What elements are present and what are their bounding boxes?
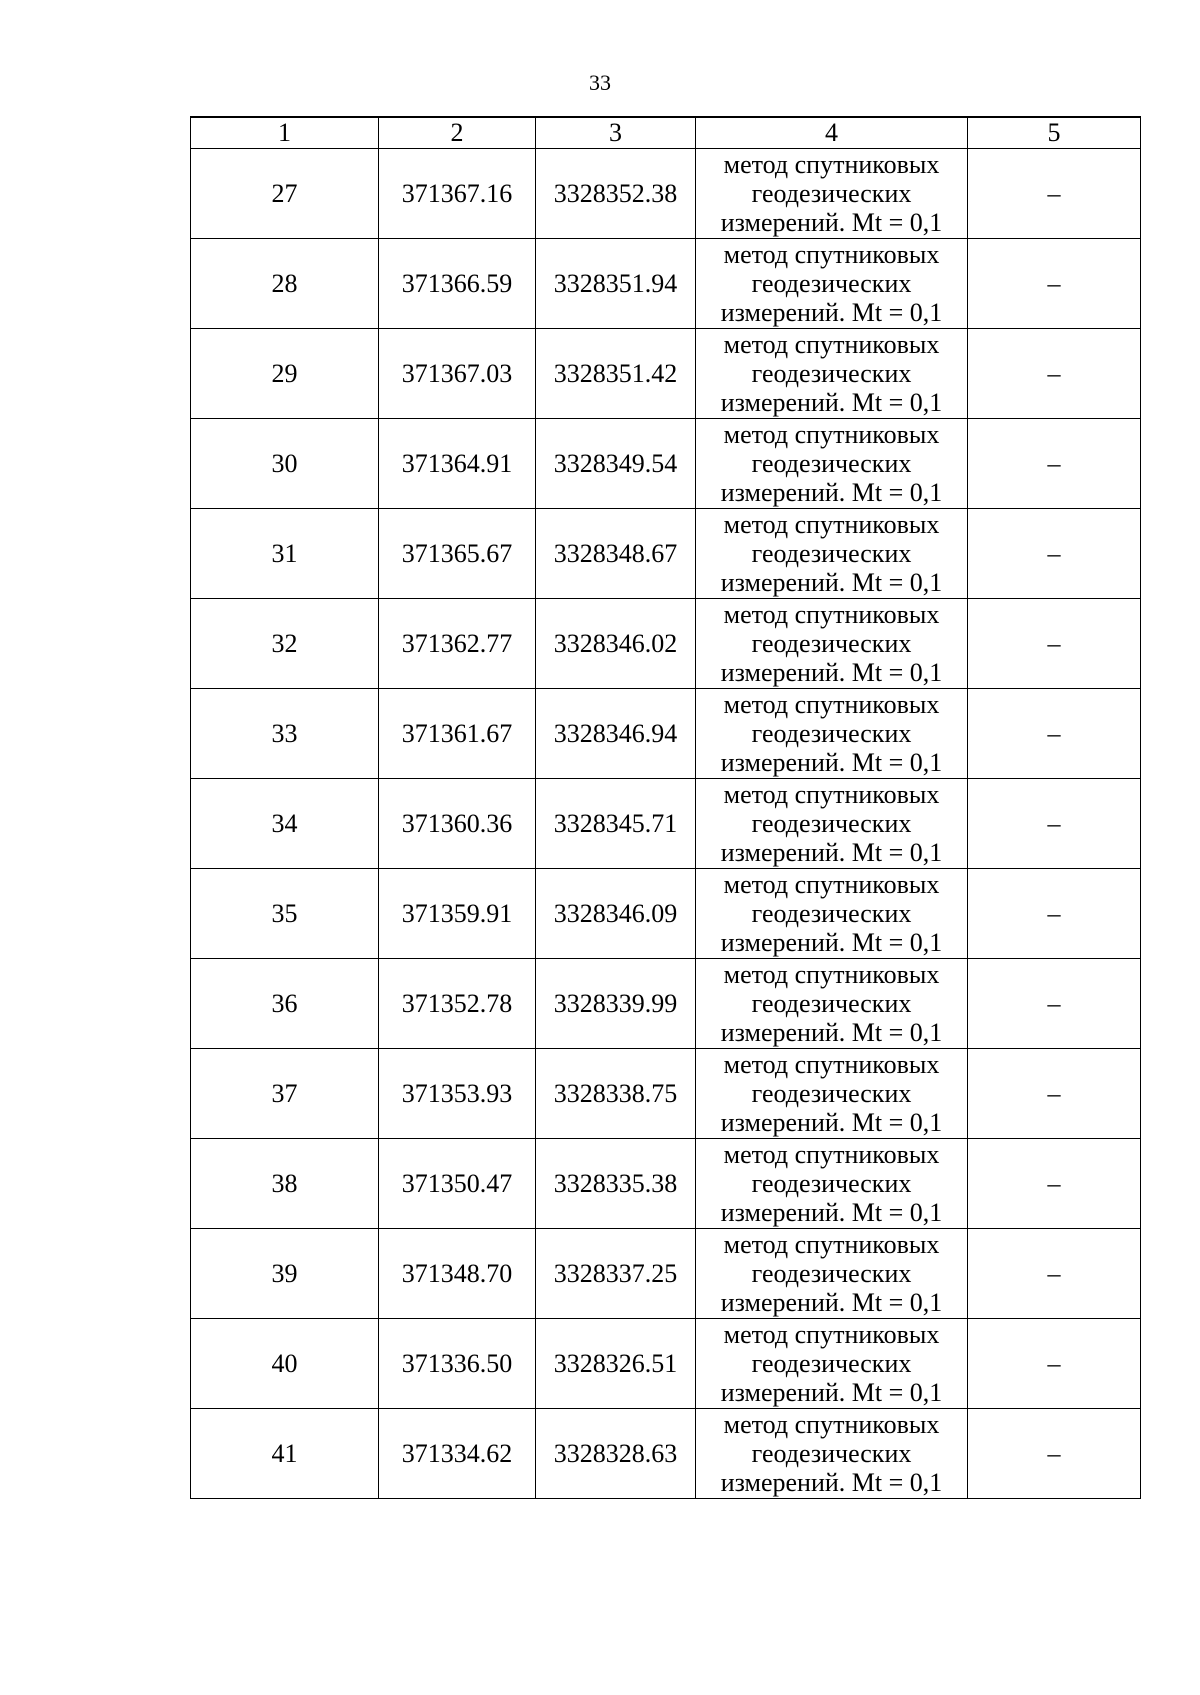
table-row bbox=[191, 239, 1141, 329]
method-text-line: измерений. Mt = 0,1 bbox=[720, 1018, 943, 1047]
y-coordinate-cell: 3328346.94 bbox=[536, 689, 696, 779]
y-coordinate-cell: 3328348.67 bbox=[536, 509, 696, 599]
method-cell bbox=[696, 869, 968, 959]
point-number-cell: 28 bbox=[191, 239, 379, 329]
table-row bbox=[191, 1139, 1141, 1229]
method-text-line: метод спутниковых bbox=[723, 690, 940, 719]
method-cell bbox=[696, 239, 968, 329]
description-cell: – bbox=[968, 239, 1141, 329]
y-coordinate-cell: 3328349.54 bbox=[536, 419, 696, 509]
method-text-line: геодезических bbox=[751, 1259, 912, 1288]
x-coordinate-cell: 371364.91 bbox=[379, 419, 536, 509]
x-coordinate-cell: 371352.78 bbox=[379, 959, 536, 1049]
y-coordinate-cell: 3328328.63 bbox=[536, 1409, 696, 1499]
method-text-line: метод спутниковых bbox=[723, 1320, 940, 1349]
method-cell bbox=[696, 1319, 968, 1409]
x-coordinate-cell: 371350.47 bbox=[379, 1139, 536, 1229]
x-coordinate-cell: 371367.03 bbox=[379, 329, 536, 419]
point-number-cell: 30 bbox=[191, 419, 379, 509]
header-row bbox=[191, 117, 1141, 149]
point-number-cell: 32 bbox=[191, 599, 379, 689]
description-cell: – bbox=[968, 419, 1141, 509]
column-header-4: 4 bbox=[696, 117, 968, 149]
method-text-line: измерений. Mt = 0,1 bbox=[720, 1198, 943, 1227]
method-text-line: метод спутниковых bbox=[723, 780, 940, 809]
method-text-line: метод спутниковых bbox=[723, 1230, 940, 1259]
table-row bbox=[191, 1229, 1141, 1319]
method-text-line: метод спутниковых bbox=[723, 1410, 940, 1439]
table-body bbox=[191, 149, 1141, 1499]
x-coordinate-cell: 371359.91 bbox=[379, 869, 536, 959]
table-row bbox=[191, 509, 1141, 599]
table-row bbox=[191, 959, 1141, 1049]
method-text-line: измерений. Mt = 0,1 bbox=[720, 298, 943, 327]
description-cell: – bbox=[968, 869, 1141, 959]
method-cell bbox=[696, 419, 968, 509]
method-text-line: геодезических bbox=[751, 179, 912, 208]
page-number: 33 bbox=[589, 70, 611, 95]
x-coordinate-cell: 371353.93 bbox=[379, 1049, 536, 1139]
method-text-line: метод спутниковых bbox=[723, 150, 940, 179]
method-cell bbox=[696, 689, 968, 779]
method-text-line: метод спутниковых bbox=[723, 600, 940, 629]
method-cell bbox=[696, 1409, 968, 1499]
description-cell: – bbox=[968, 1049, 1141, 1139]
method-cell bbox=[696, 599, 968, 689]
point-number-cell: 34 bbox=[191, 779, 379, 869]
method-text-line: геодезических bbox=[751, 809, 912, 838]
method-text-line: измерений. Mt = 0,1 bbox=[720, 748, 943, 777]
point-number-cell: 37 bbox=[191, 1049, 379, 1139]
point-number-cell: 31 bbox=[191, 509, 379, 599]
description-cell: – bbox=[968, 1229, 1141, 1319]
y-coordinate-cell: 3328351.94 bbox=[536, 239, 696, 329]
column-header-3: 3 bbox=[536, 117, 696, 149]
y-coordinate-cell: 3328351.42 bbox=[536, 329, 696, 419]
point-number-cell: 36 bbox=[191, 959, 379, 1049]
method-cell bbox=[696, 779, 968, 869]
table-row bbox=[191, 329, 1141, 419]
table-row bbox=[191, 689, 1141, 779]
y-coordinate-cell: 3328346.02 bbox=[536, 599, 696, 689]
method-text-line: геодезических bbox=[751, 449, 912, 478]
method-cell bbox=[696, 509, 968, 599]
method-cell bbox=[696, 1139, 968, 1229]
y-coordinate-cell: 3328346.09 bbox=[536, 869, 696, 959]
table-row bbox=[191, 1049, 1141, 1139]
method-text-line: измерений. Mt = 0,1 bbox=[720, 928, 943, 957]
y-coordinate-cell: 3328345.71 bbox=[536, 779, 696, 869]
x-coordinate-cell: 371365.67 bbox=[379, 509, 536, 599]
method-text-line: геодезических bbox=[751, 1169, 912, 1198]
description-cell: – bbox=[968, 779, 1141, 869]
description-cell: – bbox=[968, 689, 1141, 779]
x-coordinate-cell: 371366.59 bbox=[379, 239, 536, 329]
y-coordinate-cell: 3328338.75 bbox=[536, 1049, 696, 1139]
method-text-line: измерений. Mt = 0,1 bbox=[720, 478, 943, 507]
point-number-cell: 38 bbox=[191, 1139, 379, 1229]
method-cell bbox=[696, 1229, 968, 1319]
method-cell bbox=[696, 959, 968, 1049]
method-text-line: геодезических bbox=[751, 539, 912, 568]
column-header-2: 2 bbox=[379, 117, 536, 149]
method-text-line: метод спутниковых bbox=[723, 420, 940, 449]
table-row bbox=[191, 1409, 1141, 1499]
method-text-line: геодезических bbox=[751, 1349, 912, 1378]
method-text-line: метод спутниковых bbox=[723, 330, 940, 359]
description-cell: – bbox=[968, 959, 1141, 1049]
coordinates-table bbox=[190, 116, 1141, 1499]
method-text-line: метод спутниковых bbox=[723, 870, 940, 899]
table-row bbox=[191, 1319, 1141, 1409]
method-cell bbox=[696, 329, 968, 419]
method-text-line: измерений. Mt = 0,1 bbox=[720, 1108, 943, 1137]
method-text-line: измерений. Mt = 0,1 bbox=[720, 208, 943, 237]
method-text-line: геодезических bbox=[751, 1079, 912, 1108]
table-row bbox=[191, 419, 1141, 509]
method-text-line: геодезических bbox=[751, 629, 912, 658]
table-row bbox=[191, 779, 1141, 869]
method-text-line: измерений. Mt = 0,1 bbox=[720, 388, 943, 417]
x-coordinate-cell: 371367.16 bbox=[379, 149, 536, 239]
y-coordinate-cell: 3328335.38 bbox=[536, 1139, 696, 1229]
method-text-line: измерений. Mt = 0,1 bbox=[720, 658, 943, 687]
description-cell: – bbox=[968, 509, 1141, 599]
column-header-5: 5 bbox=[968, 117, 1141, 149]
x-coordinate-cell: 371348.70 bbox=[379, 1229, 536, 1319]
y-coordinate-cell: 3328352.38 bbox=[536, 149, 696, 239]
table-header bbox=[191, 117, 1141, 149]
method-text-line: измерений. Mt = 0,1 bbox=[720, 1378, 943, 1407]
point-number-cell: 41 bbox=[191, 1409, 379, 1499]
x-coordinate-cell: 371361.67 bbox=[379, 689, 536, 779]
method-text-line: геодезических bbox=[751, 719, 912, 748]
method-text-line: измерений. Mt = 0,1 bbox=[720, 838, 943, 867]
y-coordinate-cell: 3328337.25 bbox=[536, 1229, 696, 1319]
method-text-line: метод спутниковых bbox=[723, 240, 940, 269]
method-text-line: измерений. Mt = 0,1 bbox=[720, 1288, 943, 1317]
method-text-line: геодезических bbox=[751, 269, 912, 298]
table-row bbox=[191, 599, 1141, 689]
description-cell: – bbox=[968, 1319, 1141, 1409]
method-text-line: измерений. Mt = 0,1 bbox=[720, 568, 943, 597]
description-cell: – bbox=[968, 329, 1141, 419]
x-coordinate-cell: 371336.50 bbox=[379, 1319, 536, 1409]
description-cell: – bbox=[968, 149, 1141, 239]
method-text-line: геодезических bbox=[751, 359, 912, 388]
point-number-cell: 33 bbox=[191, 689, 379, 779]
method-text-line: метод спутниковых bbox=[723, 1050, 940, 1079]
method-cell bbox=[696, 1049, 968, 1139]
point-number-cell: 39 bbox=[191, 1229, 379, 1319]
x-coordinate-cell: 371362.77 bbox=[379, 599, 536, 689]
method-text-line: метод спутниковых bbox=[723, 960, 940, 989]
method-cell bbox=[696, 149, 968, 239]
y-coordinate-cell: 3328339.99 bbox=[536, 959, 696, 1049]
description-cell: – bbox=[968, 599, 1141, 689]
x-coordinate-cell: 371360.36 bbox=[379, 779, 536, 869]
point-number-cell: 29 bbox=[191, 329, 379, 419]
method-text-line: метод спутниковых bbox=[723, 510, 940, 539]
column-header-1: 1 bbox=[191, 117, 379, 149]
point-number-cell: 35 bbox=[191, 869, 379, 959]
method-text-line: геодезических bbox=[751, 1439, 912, 1468]
point-number-cell: 27 bbox=[191, 149, 379, 239]
x-coordinate-cell: 371334.62 bbox=[379, 1409, 536, 1499]
method-text-line: метод спутниковых bbox=[723, 1140, 940, 1169]
description-cell: – bbox=[968, 1409, 1141, 1499]
method-text-line: геодезических bbox=[751, 899, 912, 928]
method-text-line: геодезических bbox=[751, 989, 912, 1018]
y-coordinate-cell: 3328326.51 bbox=[536, 1319, 696, 1409]
table-row bbox=[191, 869, 1141, 959]
table-row bbox=[191, 149, 1141, 239]
point-number-cell: 40 bbox=[191, 1319, 379, 1409]
description-cell: – bbox=[968, 1139, 1141, 1229]
method-text-line: измерений. Mt = 0,1 bbox=[720, 1468, 943, 1497]
